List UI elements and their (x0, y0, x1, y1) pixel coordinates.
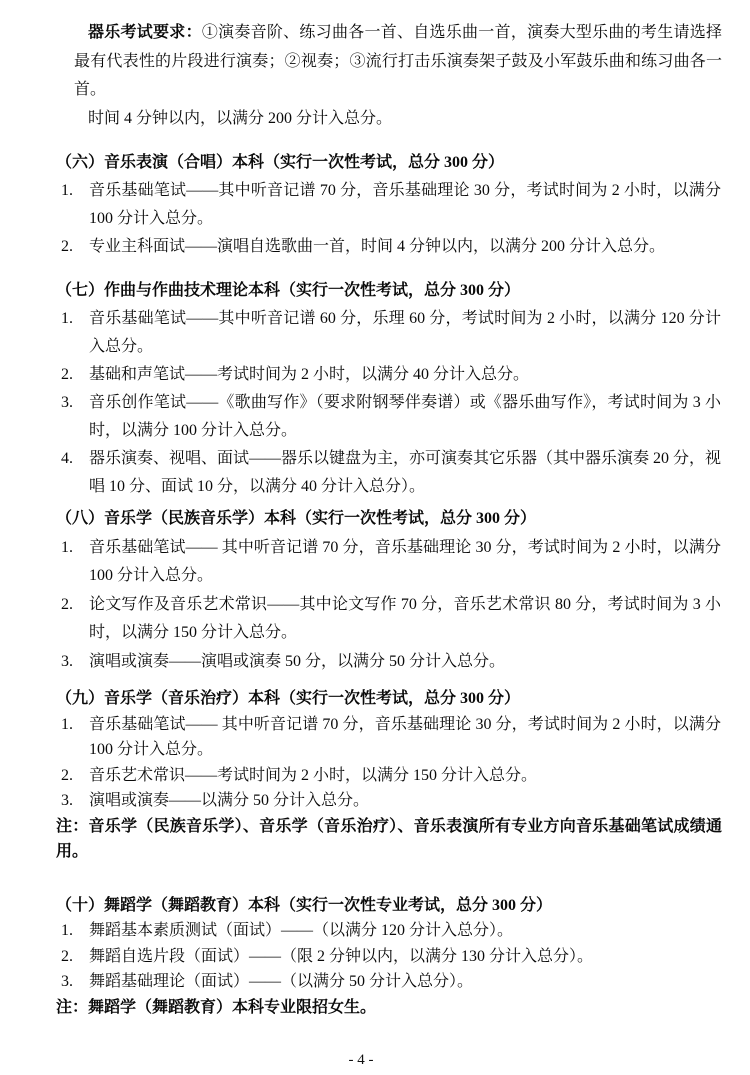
item-text: 音乐基础笔试——其中听音记谱 60 分，乐理 60 分，考试时间为 2 小时，以满分 120 分计入总分。 (89, 310, 721, 355)
section-8-musicology-ethnomusicology (0, 505, 750, 676)
section-10-title: （十）舞蹈学（舞蹈教育）本科（实行一次性专业考试，总分 300 分） (56, 896, 553, 914)
paragraph-lead-text: 器乐考试要求： (88, 24, 202, 41)
item-text: 音乐基础笔试—— 其中听音记谱 70 分，音乐基础理论 30 分，考试时间为 2 小时，以满分 100 分计入总分。 (89, 715, 721, 758)
section-7-item-4 (61, 445, 722, 501)
section-10-item-1 (61, 918, 721, 944)
section-10-dance-education (0, 893, 750, 995)
item-text: 演唱或演奏——演唱或演奏 50 分，以满分 50 分计入总分。 (89, 652, 506, 670)
section-7-title: （七）作曲与作曲技术理论本科（实行一次性考试，总分 300 分） (56, 282, 521, 299)
section-8-item-2 (61, 591, 721, 648)
item-number: 2. (61, 238, 73, 255)
item-text: 专业主科面试——演唱自选歌曲一首，时间 4 分钟以内，以满分 200 分计入总分。 (89, 238, 666, 255)
section-8-title: （八）音乐学（民族音乐学）本科（实行一次性考试，总分 300 分） (56, 510, 537, 527)
section-6-music-performance-chorus (0, 149, 750, 261)
item-text: 舞蹈基础理论（面试）——（以满分 50 分计入总分）。 (89, 973, 474, 990)
section-10-note: 注：舞蹈学（舞蹈教育）本科专业限招女生。 (56, 998, 377, 1016)
item-number: 3. (61, 792, 73, 809)
item-text: 基础和声笔试——考试时间为 2 小时，以满分 40 分计入总分。 (89, 366, 530, 383)
item-number: 2. (61, 947, 73, 965)
section-9-item-1 (61, 712, 721, 763)
section-8-item-1 (61, 534, 721, 591)
item-number: 2. (61, 366, 73, 383)
section-9-title: （九）音乐学（音乐治疗）本科（实行一次性考试，总分 300 分） (56, 690, 521, 707)
section-9-note: 注：音乐学（民族音乐学）、音乐学（音乐治疗）、音乐表演所有专业方向音乐基础笔试成绩通用。 (56, 817, 722, 860)
item-text: 音乐基础笔试—— 其中听音记谱 70 分，音乐基础理论 30 分，考试时间为 2 小时，以满分 100 分计入总分。 (89, 538, 721, 584)
paragraph-time-note: 时间 4 分钟以内，以满分 200 分计入总分。 (88, 109, 393, 127)
item-text: 器乐演奏、视唱、面试——器乐以键盘为主，亦可演奏其它乐器（其中器乐演奏 20 分，视唱 10 分、面试 10 分，以满分 40 分计入总分）。 (89, 450, 722, 495)
page-number: - 4 - (348, 1052, 374, 1068)
paragraph-instrument-exam-requirements (74, 19, 722, 105)
item-text: 舞蹈基本素质测试（面试）——（以满分 120 分计入总分）。 (89, 922, 514, 939)
section-7-item-2 (61, 361, 721, 389)
item-number: 1. (61, 922, 73, 939)
item-number: 2. (61, 766, 73, 784)
section-6-item-2 (61, 233, 721, 261)
item-number: 1. (61, 715, 73, 733)
item-text: 论文写作及音乐艺术常识——其中论文写作 70 分，音乐艺术常识 80 分，考试时间为 3 小时，以满分 150 分计入总分。 (89, 595, 721, 641)
section-7-item-1 (61, 305, 721, 361)
item-number: 4. (61, 450, 73, 467)
item-number: 2. (61, 595, 73, 613)
paragraph-body-text: ①演奏音阶、练习曲各一首、自选乐曲一首，演奏大型乐曲的考生请选择最有代表性的片段进行演奏；②视奏；③流行打击乐演奏架子鼓及小军鼓乐曲和练习曲各一首。 (74, 24, 722, 98)
section-10-item-3 (61, 969, 721, 995)
section-9-musicology-music-therapy (0, 686, 750, 814)
item-number: 1. (61, 182, 73, 199)
section-8-item-3 (61, 648, 721, 677)
item-text: 音乐基础笔试——其中听音记谱 70 分，音乐基础理论 30 分，考试时间为 2 小时，以满分 100 分计入总分。 (89, 182, 721, 227)
section-9-item-3 (61, 788, 721, 814)
section-6-item-1 (61, 177, 721, 233)
item-number: 3. (61, 652, 73, 670)
section-9-item-2 (61, 763, 721, 789)
section-7-item-3 (61, 389, 721, 445)
section-10-item-2 (61, 944, 721, 970)
item-text: 音乐创作笔试——《歌曲写作》（要求附钢琴伴奏谱）或《器乐曲写作》，考试时间为 3 小时，以满分 100 分计入总分。 (89, 394, 721, 439)
item-text: 音乐艺术常识——考试时间为 2 小时，以满分 150 分计入总分。 (89, 766, 538, 784)
section-7-composition-theory (0, 277, 750, 501)
item-number: 1. (61, 538, 73, 556)
item-number: 1. (61, 310, 73, 327)
item-text: 演唱或演奏——以满分 50 分计入总分。 (89, 792, 370, 809)
section-6-title: （六）音乐表演（合唱）本科（实行一次性考试，总分 300 分） (56, 154, 505, 171)
item-number: 3. (61, 394, 73, 411)
item-number: 3. (61, 973, 73, 990)
item-text: 舞蹈自选片段（面试）——（限 2 分钟以内，以满分 130 分计入总分）。 (89, 947, 594, 965)
